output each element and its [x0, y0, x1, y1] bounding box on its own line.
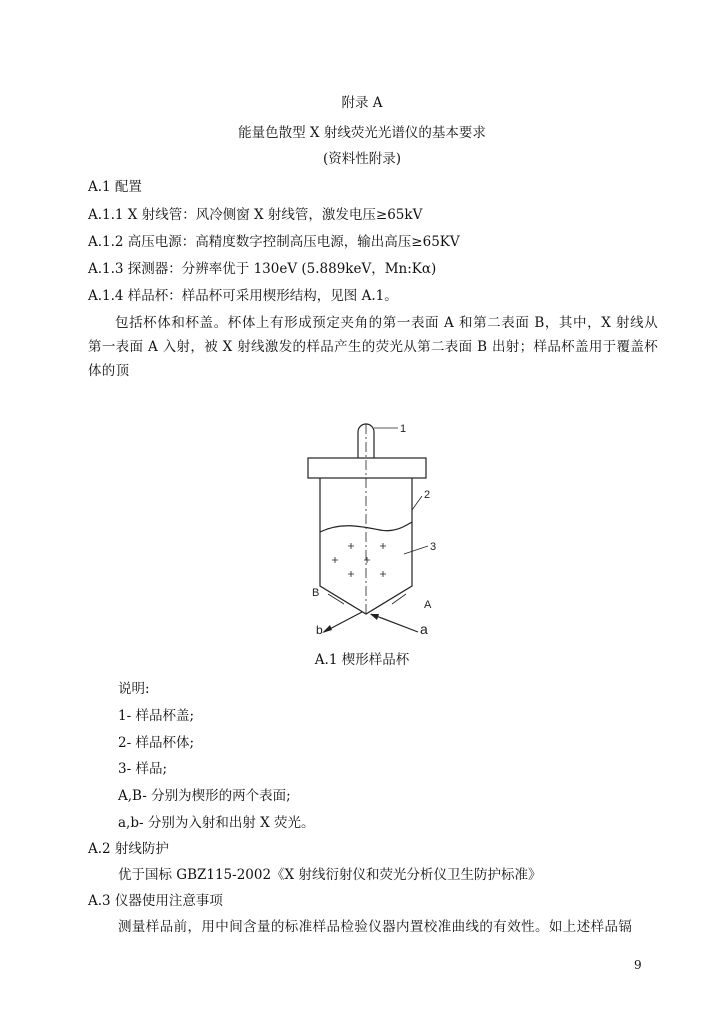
- callout-a-leader: [392, 594, 406, 604]
- wedge-sample-cup-figure: [300, 418, 460, 647]
- section-a1-1: A.1.1 X 射线管：风冷侧窗 X 射线管，激发电压≥65kV: [88, 207, 423, 223]
- callout-2-leader: [412, 496, 422, 510]
- legend-item-2: 2- 样品杯体;: [118, 735, 194, 751]
- section-a1-4-paragraph: 包括杯体和杯盖。杯体上有形成预定夹角的第一表面 A 和第二表面 B，其中，X 射线从第一表面 A 入射，被 X 射线激发的样品产生的荧光从第二表面 B 出射；样品杯盖用于覆盖杯体的顶: [88, 315, 658, 379]
- legend-item-5: a,b- 分别为入射和出射 X 荧光。: [118, 815, 315, 831]
- incoming-arrowhead: [370, 614, 379, 620]
- section-a3-heading: A.3 仪器使用注意事项: [88, 893, 223, 909]
- appendix-label: 附录 A: [341, 95, 383, 111]
- section-a1-4: A.1.4 样品杯：样品杯可采用楔形结构，见图 A.1。: [88, 288, 398, 304]
- appendix-subtitle: (资料性附录): [322, 151, 402, 167]
- beam-b-label: b: [316, 623, 323, 637]
- legend-item-1: 1- 样品杯盖;: [118, 708, 194, 724]
- figure-caption: A.1 楔形样品杯: [314, 652, 410, 668]
- callout-1-label: 1: [400, 423, 407, 435]
- section-a3-text: 测量样品前，用中间含量的标准样品检验仪器内置校准曲线的有效性。如上述样品镉: [118, 919, 633, 935]
- section-a1-heading: A.1 配置: [88, 179, 142, 195]
- surface-a-label: A: [424, 599, 432, 611]
- beam-a-label: a: [420, 621, 428, 637]
- appendix-title: 能量色散型 X 射线荧光光谱仪的基本要求: [238, 125, 486, 141]
- section-a2-heading: A.2 射线防护: [88, 841, 169, 857]
- legend-item-4: A,B- 分别为楔形的两个表面;: [118, 788, 291, 804]
- callout-2-label: 2: [424, 489, 431, 501]
- wedge-sample-cup-diagram: [300, 418, 460, 643]
- callout-3-label: 3: [430, 541, 437, 553]
- section-a2-text: 优于国标 GBZ115-2002《X 射线衍射仪和荧光分析仪卫生防护标准》: [118, 867, 542, 883]
- callout-3-leader: [404, 546, 428, 554]
- cup-lid: [308, 458, 426, 478]
- sample-plus-marks: [332, 543, 386, 577]
- legend-heading: 说明:: [118, 681, 150, 697]
- section-a1-3: A.1.3 探测器：分辨率优于 130eV (5.889keV，Mn:Kα): [88, 261, 437, 277]
- page-number: 9: [634, 958, 642, 972]
- surface-b-label: B: [312, 587, 320, 599]
- legend-item-3: 3- 样品;: [118, 761, 167, 777]
- section-a1-2: A.1.2 高压电源：高精度数字控制高压电源，输出高压≥65KV: [88, 234, 460, 250]
- outgoing-arrowhead: [322, 625, 332, 633]
